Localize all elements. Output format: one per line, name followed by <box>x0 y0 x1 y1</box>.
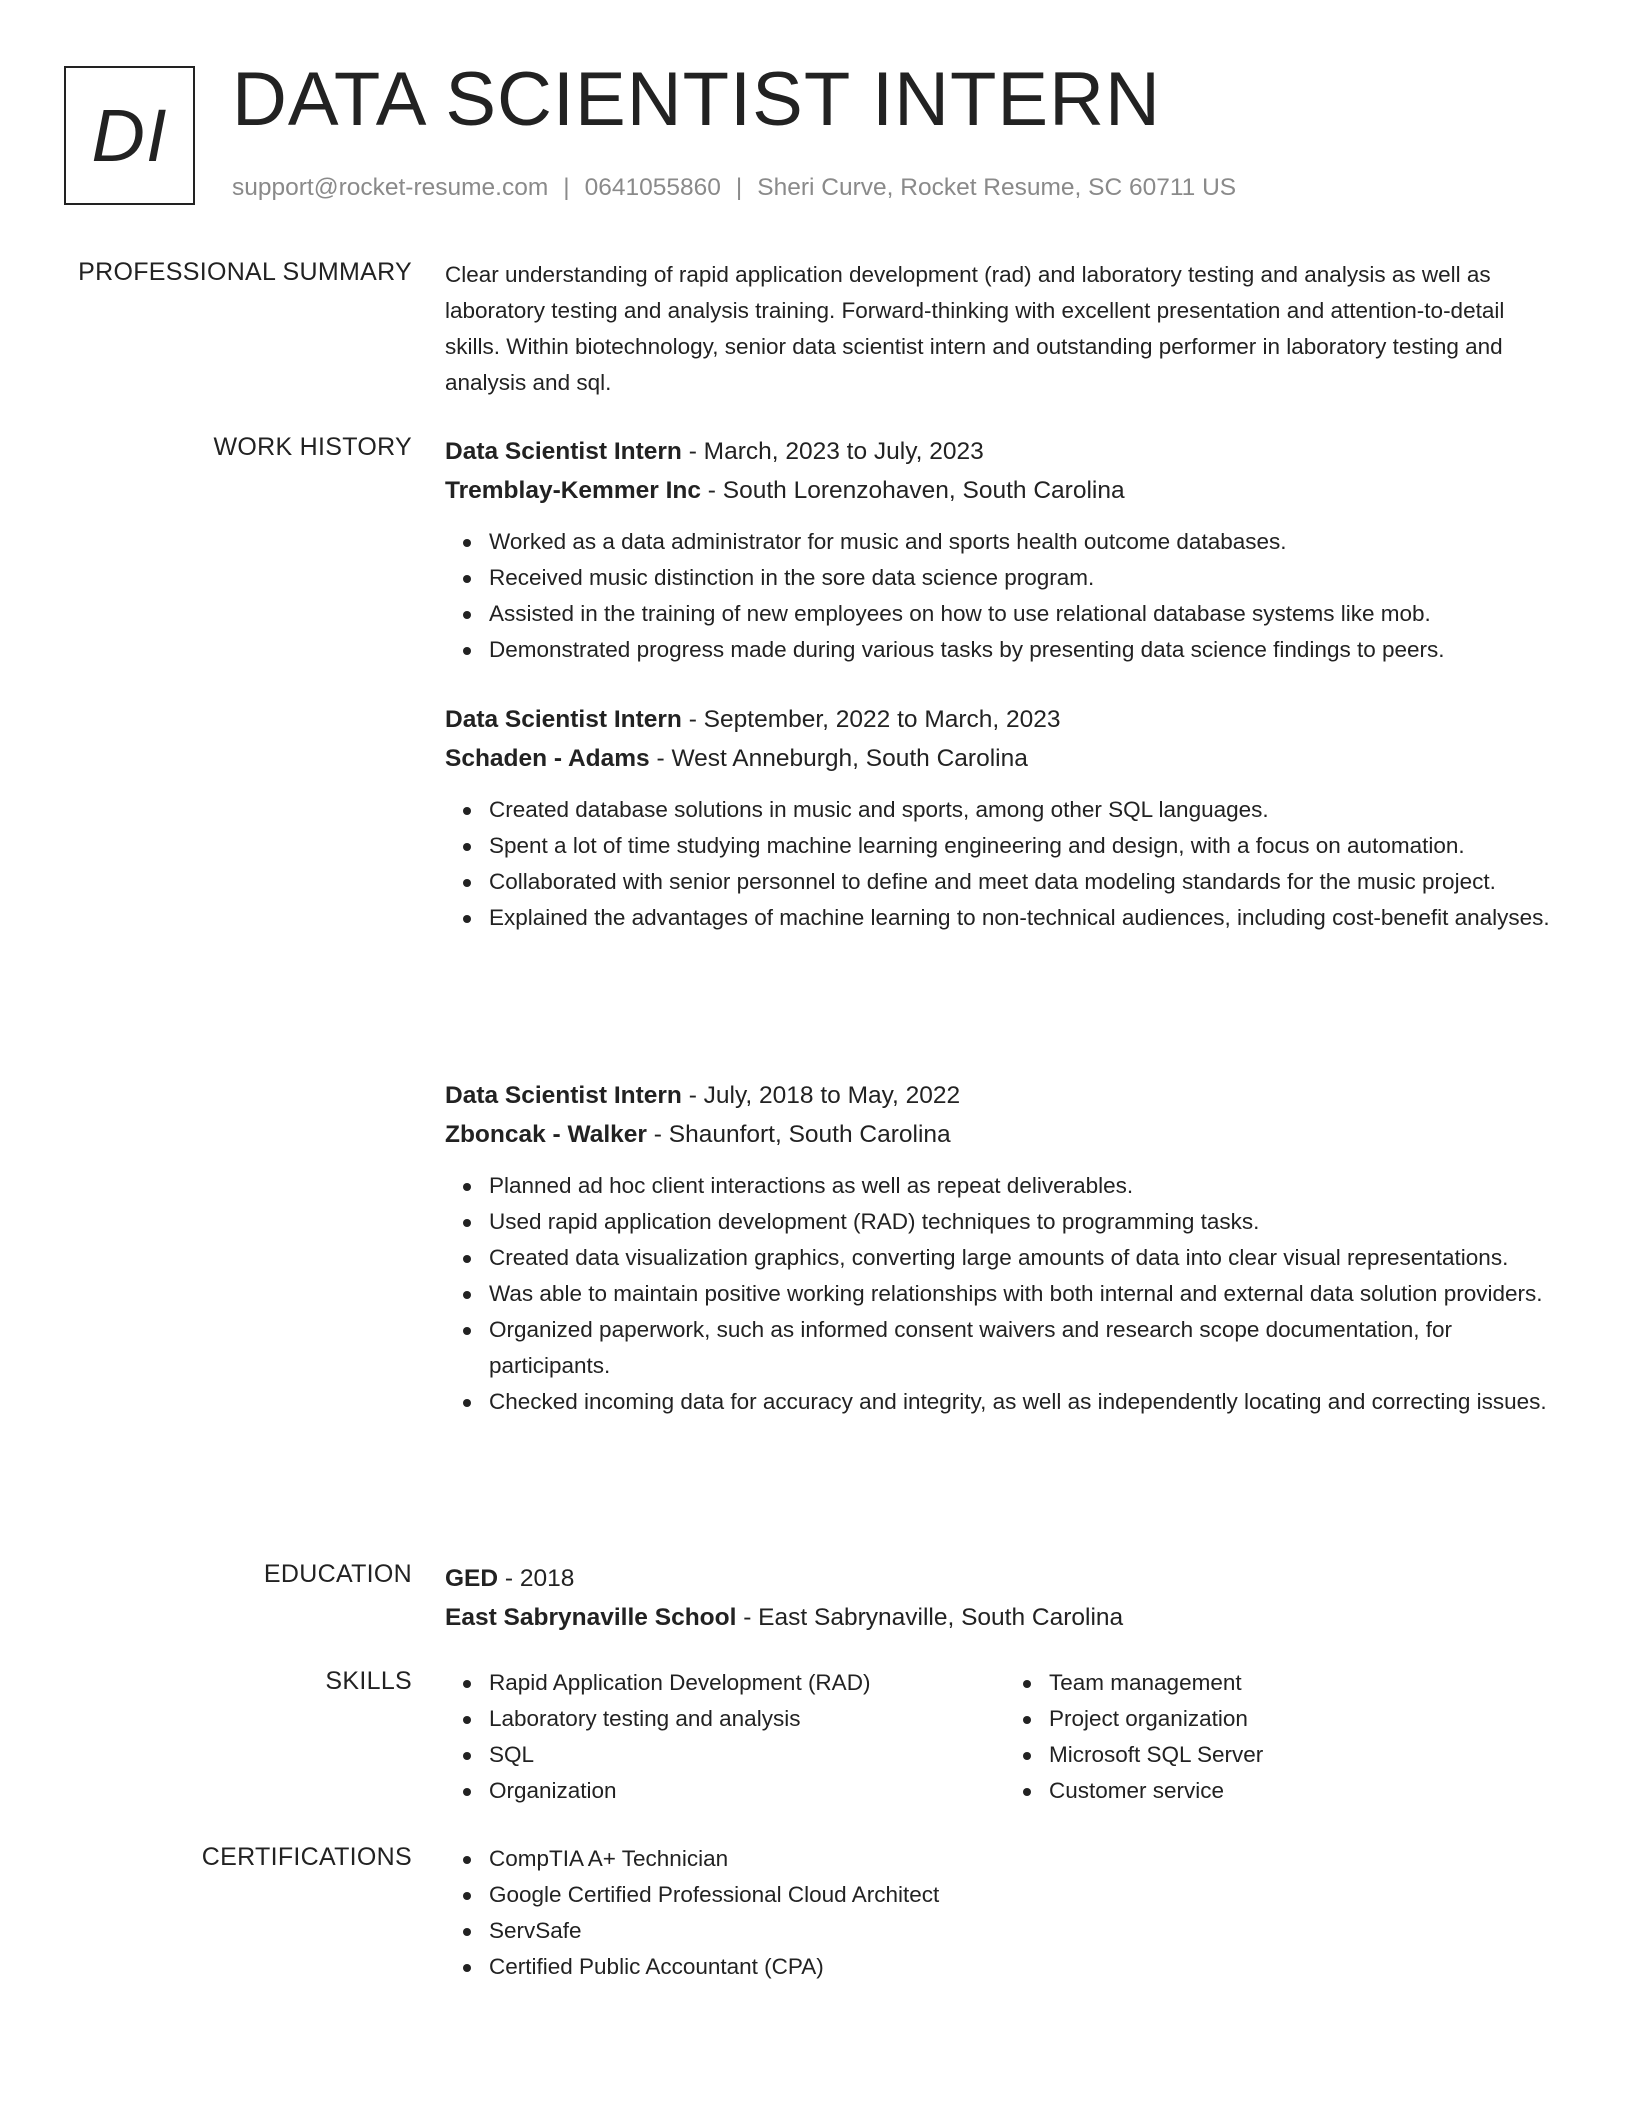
summary-text: Clear understanding of rapid application development (rad) and laboratory testing and analysis as well as laboratory testing and analysis training. Forward-thinking with excellent presentation and attention-to-detail skills. Within biotechnology, senior data scientist intern and outstanding performer in laboratory testing and analysis and sql. <box>445 262 1505 395</box>
section-label-work-history: WORK HISTORY <box>213 433 412 461</box>
monogram-box <box>64 66 195 205</box>
school-name: East Sabrynaville School <box>445 1604 737 1631</box>
employer-location: - Shaunfort, South Carolina <box>646 1121 951 1148</box>
list-item: Team management <box>1049 1665 1565 1701</box>
list-item: Google Certified Professional Cloud Architect <box>489 1877 1565 1913</box>
list-item: Certified Public Accountant (CPA) <box>489 1949 1565 1985</box>
job-title-line <box>445 432 1565 471</box>
list-item: Used rapid application development (RAD) techniques to programming tasks. <box>489 1204 1565 1240</box>
list-item: Collaborated with senior personnel to define and meet data modeling standards for the music project. <box>489 864 1565 900</box>
job-dates: - September, 2022 to March, 2023 <box>681 706 1061 733</box>
section-label-skills: SKILLS <box>325 1667 412 1695</box>
degree-line <box>445 1559 1565 1598</box>
contact-line <box>232 174 1236 202</box>
employer-line <box>445 1115 1565 1154</box>
job-title-line <box>445 700 1565 739</box>
job-title: Data Scientist Intern <box>445 706 682 733</box>
employer-name: Schaden - Adams <box>445 745 650 772</box>
job-title: Data Scientist Intern <box>445 1082 682 1109</box>
skills-list-right <box>1005 1665 1565 1809</box>
list-item: Planned ad hoc client interactions as well as repeat deliverables. <box>489 1168 1565 1204</box>
job-entry <box>445 432 1565 668</box>
list-item: Organized paperwork, such as informed consent waivers and research scope documentation, for participants. <box>489 1312 1565 1384</box>
employer-name: Tremblay-Kemmer Inc <box>445 477 701 504</box>
contact-separator: | <box>735 174 743 201</box>
employer-name: Zboncak - Walker <box>445 1121 647 1148</box>
list-item: SQL <box>489 1737 1005 1773</box>
list-item: Created database solutions in music and sports, among other SQL languages. <box>489 792 1565 828</box>
job-title: Data Scientist Intern <box>445 438 682 465</box>
list-item: Explained the advantages of machine learning to non-technical audiences, including cost-benefit analyses. <box>489 900 1565 936</box>
list-item: Laboratory testing and analysis <box>489 1701 1005 1737</box>
list-item: Checked incoming data for accuracy and integrity, as well as independently locating and correcting issues. <box>489 1384 1565 1420</box>
job-title-line <box>445 1076 1565 1115</box>
list-item: Received music distinction in the sore data science program. <box>489 560 1565 596</box>
list-item: Created data visualization graphics, converting large amounts of data into clear visual representations. <box>489 1240 1565 1276</box>
job-bullets <box>445 1168 1565 1420</box>
list-item: Worked as a data administrator for music and sports health outcome databases. <box>489 524 1565 560</box>
job-dates: - March, 2023 to July, 2023 <box>681 438 984 465</box>
job-entry <box>445 1076 1565 1420</box>
list-item: Customer service <box>1049 1773 1565 1809</box>
contact-address: Sheri Curve, Rocket Resume, SC 60711 US <box>757 174 1237 201</box>
list-item: CompTIA A+ Technician <box>489 1841 1565 1877</box>
contact-separator: | <box>563 174 570 201</box>
list-item: Microsoft SQL Server <box>1049 1737 1565 1773</box>
list-item: Rapid Application Development (RAD) <box>489 1665 1005 1701</box>
list-item: Demonstrated progress made during various tasks by presenting data science findings to peers. <box>489 632 1565 668</box>
summary-section <box>445 257 1565 401</box>
employer-line <box>445 739 1565 778</box>
degree-year: - 2018 <box>498 1565 575 1592</box>
certifications-section <box>445 1841 1565 1985</box>
skills-list-left <box>445 1665 1005 1809</box>
section-label-summary: PROFESSIONAL SUMMARY <box>78 258 412 286</box>
job-bullets <box>445 792 1565 936</box>
list-item: Organization <box>489 1773 1005 1809</box>
education-entry <box>445 1559 1565 1637</box>
resume-title: DATA SCIENTIST INTERN <box>232 57 1161 142</box>
list-item: Spent a lot of time studying machine learning engineering and design, with a focus on automation. <box>489 828 1565 864</box>
section-label-education: EDUCATION <box>263 1560 412 1588</box>
list-item: Project organization <box>1049 1701 1565 1737</box>
contact-phone: 0641055860 <box>584 174 721 201</box>
monogram-initials: DI <box>91 94 168 177</box>
degree-name: GED <box>445 1565 499 1592</box>
list-item: ServSafe <box>489 1913 1565 1949</box>
list-item: Was able to maintain positive working relationships with both internal and external data solution providers. <box>489 1276 1565 1312</box>
contact-email: support@rocket-resume.com <box>232 174 549 201</box>
skills-section <box>445 1665 1565 1809</box>
job-dates: - July, 2018 to May, 2022 <box>681 1082 961 1109</box>
job-bullets <box>445 524 1565 668</box>
employer-location: - West Anneburgh, South Carolina <box>649 745 1028 772</box>
school-location: - East Sabrynaville, South Carolina <box>736 1604 1124 1631</box>
employer-location: - South Lorenzohaven, South Carolina <box>701 477 1125 504</box>
section-label-certifications: CERTIFICATIONS <box>201 1843 412 1871</box>
school-line <box>445 1598 1565 1637</box>
list-item: Assisted in the training of new employees on how to use relational database systems like mob. <box>489 596 1565 632</box>
certifications-list <box>445 1841 1565 1985</box>
job-entry <box>445 700 1565 936</box>
employer-line <box>445 471 1565 510</box>
